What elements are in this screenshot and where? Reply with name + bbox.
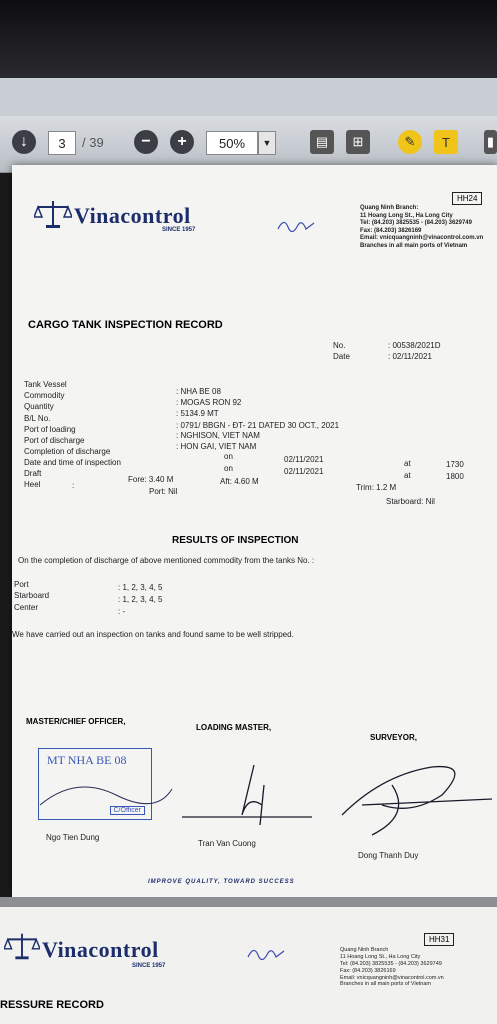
page-number-input[interactable]: [48, 131, 76, 155]
surveyor-signature: [322, 755, 497, 845]
results-intro: On the completion of discharge of above mentioned commodity from the tanks No. :: [18, 556, 315, 565]
date-value: : 02/11/2021: [388, 352, 432, 361]
date-label: Date: [333, 352, 350, 361]
slogan: IMPROVE QUALITY, TOWARD SUCCESS: [148, 879, 295, 885]
tank-label: Port: [14, 580, 29, 589]
branch-info: [360, 205, 495, 250]
logo-text: Vinacontrol: [42, 937, 159, 962]
more-tools-icon[interactable]: ▮: [484, 130, 497, 154]
inspection-at: at: [404, 471, 411, 480]
draft-trim: Trim: 1.2 M: [356, 483, 397, 492]
stamp-text: MT NHA BE 08: [47, 753, 127, 767]
comment-icon[interactable]: ✎: [398, 130, 422, 154]
sign-loading-label: LOADING MASTER,: [196, 723, 272, 732]
field-value: : MOGAS RON 92: [176, 398, 242, 407]
field-label: Port of loading: [24, 425, 76, 434]
master-signature: [36, 765, 176, 825]
field-value: : 0791/ BBGN - ĐT- 21 DATED 30 OCT., 2021: [176, 421, 340, 430]
scales-logo-icon: [34, 199, 72, 229]
logo-since: SINCE 1957: [162, 227, 196, 233]
branch-line: Quang Ninh Branch: [340, 947, 389, 953]
tank-value: : -: [118, 607, 126, 616]
vinacontrol-logo: [4, 931, 40, 966]
completion-time: 1730: [446, 460, 464, 469]
page-total: / 39: [82, 135, 104, 150]
branch-line: Branches in all main ports of Vietnam: [360, 242, 468, 249]
heel-starboard: Starboard: Nil: [386, 497, 435, 506]
branch-info: [340, 947, 490, 988]
zoom-dropdown-icon[interactable]: ▼: [258, 131, 276, 155]
name-master: Ngo Tien Dung: [46, 833, 100, 842]
field-label: Port of discharge: [24, 436, 85, 445]
field-value: : HON GAI, VIET NAM: [176, 442, 257, 451]
tank-label: Starboard: [14, 591, 50, 600]
branch-line: 11 Hoang Long St., Ha Long City: [360, 212, 453, 219]
sign-master-label: MASTER/CHIEF OFFICER,: [26, 717, 126, 726]
inspection-on: on: [224, 464, 233, 473]
zoom-value: 50%: [218, 135, 246, 151]
branch-line: Branches in all main ports of Vietnam: [340, 981, 431, 988]
form-code: HH31: [424, 933, 454, 946]
sign-surveyor-label: SURVEYOR,: [370, 733, 417, 742]
inspection-date: 02/11/2021: [284, 467, 324, 476]
inspection-time: 1800: [446, 472, 464, 481]
branch-line: Tel: (84.203) 3825535 - (84.203) 3629749: [360, 220, 472, 226]
viewer-menubar: [0, 78, 497, 116]
draft-aft: Aft: 4.60 M: [220, 477, 259, 486]
completion-date: 02/11/2021: [284, 455, 324, 464]
approval-scribble: [246, 943, 286, 970]
next-document-page: [0, 907, 497, 1024]
field-label: Draft: [24, 469, 42, 478]
no-label: No.: [333, 341, 346, 350]
tank-value: : 1, 2, 3, 4, 5: [118, 583, 163, 592]
previous-page-icon[interactable]: ↓: [12, 130, 36, 154]
field-label: Tank Vessel: [24, 380, 67, 389]
fit-width-icon[interactable]: ⊞: [346, 130, 370, 154]
no-value: : 00538/2021D: [388, 341, 441, 350]
name-loading: Tran Van Cuong: [198, 839, 256, 848]
name-surveyor: Dong Thanh Duy: [358, 851, 419, 860]
field-label: Heel: [24, 480, 41, 489]
heel-colon: :: [72, 481, 75, 490]
field-label: B/L No.: [24, 414, 51, 423]
fit-page-icon[interactable]: ▤: [310, 130, 334, 154]
document-title: CARGO TANK INSPECTION RECORD: [28, 319, 223, 331]
page-gap: [0, 897, 497, 907]
conclusion: We have carried out an inspection on tanks and found same to be well stripped.: [12, 630, 294, 639]
zoom-in-icon[interactable]: +: [170, 130, 194, 154]
vinacontrol-logo: [34, 199, 72, 234]
results-title: RESULTS OF INSPECTION: [172, 535, 299, 546]
zoom-out-icon[interactable]: −: [134, 130, 158, 154]
branch-line: 11 Hoang Long St., Ha Long City: [340, 953, 421, 960]
stamp-sub: C/Officer: [110, 806, 146, 815]
completion-at: at: [404, 459, 411, 468]
field-label: Completion of discharge: [24, 447, 111, 456]
tank-label: Center: [14, 603, 39, 612]
page-current: 3: [58, 135, 66, 151]
field-label: Quantity: [24, 402, 54, 411]
highlight-icon[interactable]: T: [434, 130, 458, 154]
approval-scribble: [276, 215, 316, 242]
completion-on: on: [224, 452, 233, 461]
draft-fore: Fore: 3.40 M: [128, 475, 174, 484]
branch-line: Email: vnicquangninh@vinacontrol.com.vn: [340, 974, 444, 981]
branch-line: Email: vnicquangninh@vinacontrol.com.vn: [360, 235, 484, 241]
scales-logo-icon: [4, 931, 40, 961]
field-value: : NGHISON, VIET NAM: [176, 431, 260, 440]
logo-since: SINCE 1957: [132, 963, 166, 969]
branch-line: Tel: (84.203) 3825535 - (84.203) 3629749: [340, 960, 442, 967]
logo-text: Vinacontrol: [74, 203, 191, 228]
field-value: : 5134.9 MT: [176, 409, 219, 418]
branch-line: Quang Ninh Branch:: [360, 205, 419, 211]
branch-line: Fax: (84.203) 3826169: [360, 227, 422, 234]
monitor-bezel: [0, 0, 497, 78]
document-page: [12, 165, 497, 897]
form-code: HH24: [452, 192, 482, 205]
zoom-level-input[interactable]: [206, 131, 258, 155]
field-value: : NHA BE 08: [176, 387, 221, 396]
tank-value: : 1, 2, 3, 4, 5: [118, 595, 163, 604]
field-label: Commodity: [24, 391, 65, 400]
heel-port: Port: Nil: [149, 487, 178, 496]
field-label: Date and time of inspection: [24, 458, 121, 467]
branch-line: Fax: (84.203) 3826169: [340, 967, 396, 974]
document-title-partial: RESSURE RECORD: [0, 999, 104, 1011]
